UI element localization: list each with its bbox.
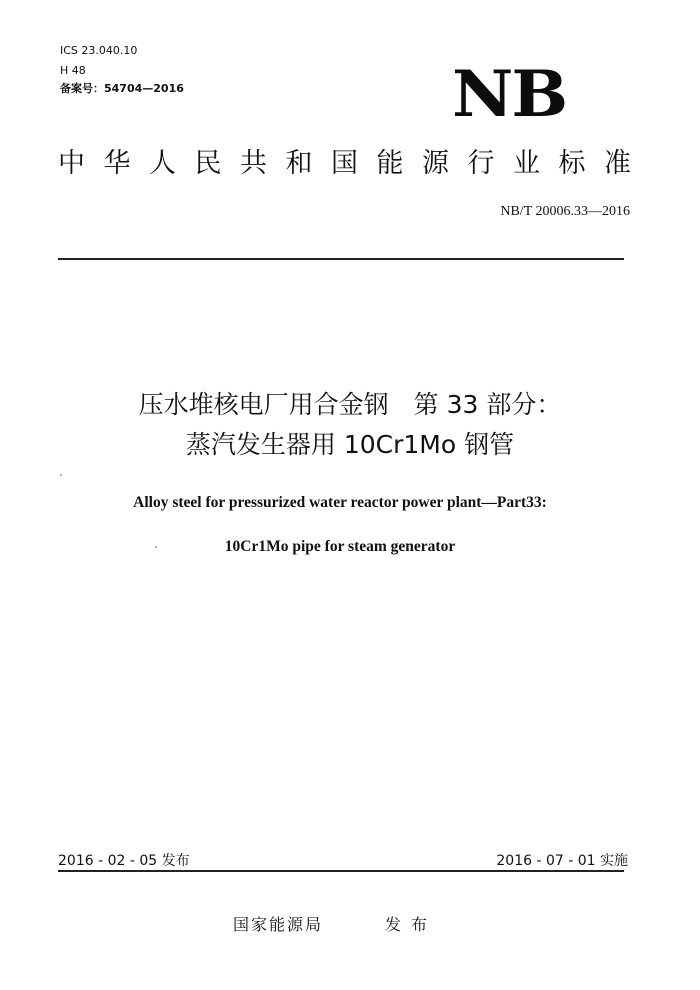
english-title-line-2: 10Cr1Mo pipe for steam generator: [224, 538, 456, 555]
standard-category: 中华人民共和国能源行业标准: [58, 148, 650, 179]
issue-date: 2016 - 02 - 05 发布: [58, 853, 190, 869]
english-title-line-1: Alloy steel for pressurized water reactor power plant—Part33:: [133, 494, 547, 511]
bottom-divider: [58, 870, 624, 872]
scan-speck: [155, 546, 157, 548]
publisher-name: 国家能源局: [233, 915, 324, 934]
ics-code: ICS 23.040.10: [60, 44, 138, 57]
chinese-title-line-2: 蒸汽发生器用 10Cr1Mo 钢管: [185, 430, 515, 459]
standard-number: NB/T 20006.33—2016: [500, 204, 630, 219]
nb-logo: NB: [452, 57, 567, 132]
top-divider: [58, 258, 624, 260]
implementation-date: 2016 - 07 - 01 实施: [496, 853, 628, 869]
publish-label: 发布: [385, 915, 438, 934]
ccs-code: H 48: [60, 64, 86, 77]
chinese-title-line-1: 压水堆核电厂用合金钢 第 33 部分：: [138, 390, 562, 419]
filing-number: 备案号：54704—2016: [60, 82, 184, 95]
scan-speck: [60, 474, 62, 476]
